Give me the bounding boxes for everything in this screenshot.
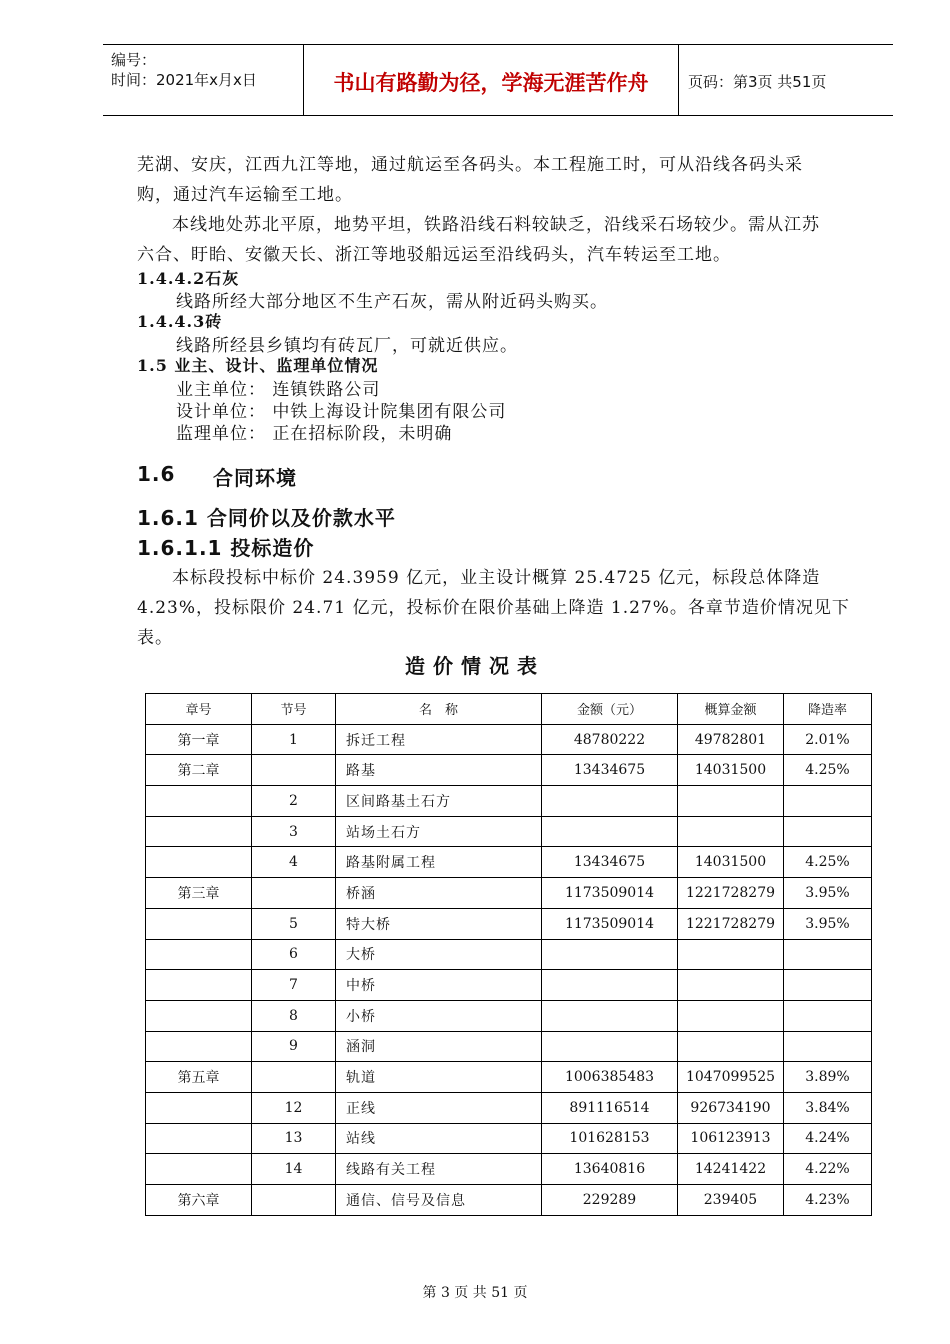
table-row [146,970,872,1001]
budget-cell: 106123913 [678,1123,784,1154]
section-cell: 5 [252,908,336,939]
chapter-cell [146,1154,252,1185]
budget-cell: 1221728279 [678,908,784,939]
section-cell: 7 [252,970,336,1001]
reduction-cell: 4.22% [784,1154,872,1185]
header-name-cell: 名 称 [336,694,542,725]
table-row [146,939,872,970]
section-cell [252,755,336,786]
section-cell: 3 [252,816,336,847]
paragraph-line: 购，通过汽车运输至工地。 [137,185,353,205]
paragraph-line: 线路所经大部分地区不生产石灰，需从附近码头购买。 [176,292,608,312]
table-title: 造价情况表 [405,654,545,678]
budget-cell: 49782801 [678,724,784,755]
name-cell: 桥涵 [336,878,542,909]
paragraph-line: 本线地处苏北平原，地势平坦，铁路沿线石料较缺乏，沿线采石场较少。需从江苏 [172,215,820,235]
chapter-cell [146,1123,252,1154]
heading-1-4-4-3: 1.4.4.3砖 [137,312,223,331]
chapter-cell [146,1092,252,1123]
name-cell: 正线 [336,1092,542,1123]
amount-cell: 13434675 [542,755,678,786]
page-footer: 第 3 页 共 51 页 [422,1285,528,1301]
reduction-cell [784,816,872,847]
section-cell [252,1185,336,1216]
section-cell: 14 [252,1154,336,1185]
heading-1-4-4-2: 1.4.4.2石灰 [137,269,240,288]
heading-1-6-number: 1.6 [137,462,176,486]
name-cell: 区间路基土石方 [336,786,542,817]
table-row [146,1000,872,1031]
amount-cell: 13640816 [542,1154,678,1185]
table-row [146,1092,872,1123]
amount-cell: 1173509014 [542,908,678,939]
name-cell: 站线 [336,1123,542,1154]
chapter-cell: 第五章 [146,1062,252,1093]
name-cell: 特大桥 [336,908,542,939]
reduction-cell: 4.25% [784,847,872,878]
reduction-cell [784,786,872,817]
header-chapter-cell: 章号 [146,694,252,725]
reduction-cell [784,1000,872,1031]
supervision-unit: 监理单位： 正在招标阶段，未明确 [176,424,453,444]
document-time: 时间：2021年x月x日 [111,71,257,89]
reduction-cell: 3.95% [784,908,872,939]
heading-1-5: 1.5 业主、设计、监理单位情况 [137,356,379,375]
header-motto: 书山有路勤为径，学海无涯苦作舟 [333,71,649,95]
name-cell: 路基附属工程 [336,847,542,878]
amount-cell [542,1031,678,1062]
owner-unit: 业主单位： 连镇铁路公司 [176,380,381,400]
name-cell: 线路有关工程 [336,1154,542,1185]
section-cell: 12 [252,1092,336,1123]
paragraph-line: 六合、盱眙、安徽天长、浙江等地驳船远运至沿线码头，汽车转运至工地。 [137,245,731,265]
chapter-cell [146,786,252,817]
table-row [146,1154,872,1185]
table-row [146,816,872,847]
budget-cell: 1221728279 [678,878,784,909]
reduction-cell: 3.84% [784,1092,872,1123]
reduction-cell [784,1031,872,1062]
table-row [146,878,872,909]
reduction-cell: 3.89% [784,1062,872,1093]
table-row [146,786,872,817]
section-cell: 6 [252,939,336,970]
amount-cell [542,816,678,847]
paragraph-line: 芜湖、安庆，江西九江等地，通过航运至各码头。本工程施工时，可从沿线各码头采 [137,155,803,175]
amount-cell [542,786,678,817]
chapter-cell [146,939,252,970]
paragraph-line: 本标段投标中标价 24.3959 亿元，业主设计概算 25.4725 亿元，标段总体降造 [172,568,821,588]
chapter-cell [146,847,252,878]
section-cell: 8 [252,1000,336,1031]
section-cell: 2 [252,786,336,817]
table-row [146,847,872,878]
section-cell [252,1062,336,1093]
reduction-cell: 2.01% [784,724,872,755]
heading-1-6-1: 1.6.1 合同价以及价款水平 [137,506,396,530]
paragraph-line: 表。 [137,628,173,648]
header-page-info: 页码：第3页 共51页 [688,73,827,91]
section-cell [252,878,336,909]
chapter-cell [146,908,252,939]
budget-cell [678,816,784,847]
table-row [146,1185,872,1216]
section-cell: 13 [252,1123,336,1154]
name-cell: 小桥 [336,1000,542,1031]
budget-cell: 14031500 [678,847,784,878]
amount-cell [542,939,678,970]
page-header [103,44,893,116]
table-row [146,724,872,755]
amount-cell: 891116514 [542,1092,678,1123]
reduction-cell: 3.95% [784,878,872,909]
section-cell: 1 [252,724,336,755]
table-row [146,1031,872,1062]
header-section-cell: 节号 [252,694,336,725]
cost-table [145,693,872,1216]
table-row [146,1062,872,1093]
name-cell: 拆迁工程 [336,724,542,755]
header-budget-cell: 概算金额 [678,694,784,725]
table-row [146,755,872,786]
header-meta [103,45,303,115]
name-cell: 通信、信号及信息 [336,1185,542,1216]
paragraph-line: 4.23%，投标限价 24.71 亿元，投标价在限价基础上降造 1.27%。各章节造价情况见下 [137,598,850,618]
reduction-cell [784,939,872,970]
section-cell: 9 [252,1031,336,1062]
design-unit: 设计单位： 中铁上海设计院集团有限公司 [176,402,507,422]
chapter-cell [146,816,252,847]
budget-cell [678,786,784,817]
chapter-cell [146,1031,252,1062]
budget-cell: 14241422 [678,1154,784,1185]
amount-cell: 48780222 [542,724,678,755]
amount-cell [542,1000,678,1031]
amount-cell: 13434675 [542,847,678,878]
reduction-cell: 4.23% [784,1185,872,1216]
budget-cell: 1047099525 [678,1062,784,1093]
table-row [146,1123,872,1154]
amount-cell: 1006385483 [542,1062,678,1093]
table-row [146,908,872,939]
budget-cell: 239405 [678,1185,784,1216]
amount-cell: 1173509014 [542,878,678,909]
budget-cell: 926734190 [678,1092,784,1123]
reduction-cell [784,970,872,1001]
document-number-label: 编号： [111,51,157,69]
header-reduction-cell: 降造率 [784,694,872,725]
name-cell: 路基 [336,755,542,786]
reduction-cell: 4.24% [784,1123,872,1154]
chapter-cell [146,970,252,1001]
budget-cell [678,1031,784,1062]
header-motto-cell [303,45,679,115]
table-header-row [146,694,872,725]
name-cell: 中桥 [336,970,542,1001]
name-cell: 站场土石方 [336,816,542,847]
paragraph-line: 线路所经县乡镇均有砖瓦厂，可就近供应。 [176,336,518,356]
amount-cell: 229289 [542,1185,678,1216]
heading-1-6-1-1: 1.6.1.1 投标造价 [137,536,315,560]
header-page-cell [678,45,893,115]
chapter-cell: 第二章 [146,755,252,786]
budget-cell [678,939,784,970]
heading-1-6-title: 合同环境 [213,466,297,490]
name-cell: 涵洞 [336,1031,542,1062]
budget-cell: 14031500 [678,755,784,786]
header-amount-cell: 金额（元） [542,694,678,725]
budget-cell [678,1000,784,1031]
name-cell: 大桥 [336,939,542,970]
chapter-cell: 第三章 [146,878,252,909]
chapter-cell: 第一章 [146,724,252,755]
budget-cell [678,970,784,1001]
chapter-cell [146,1000,252,1031]
amount-cell [542,970,678,1001]
chapter-cell: 第六章 [146,1185,252,1216]
section-cell: 4 [252,847,336,878]
name-cell: 轨道 [336,1062,542,1093]
amount-cell: 101628153 [542,1123,678,1154]
reduction-cell: 4.25% [784,755,872,786]
